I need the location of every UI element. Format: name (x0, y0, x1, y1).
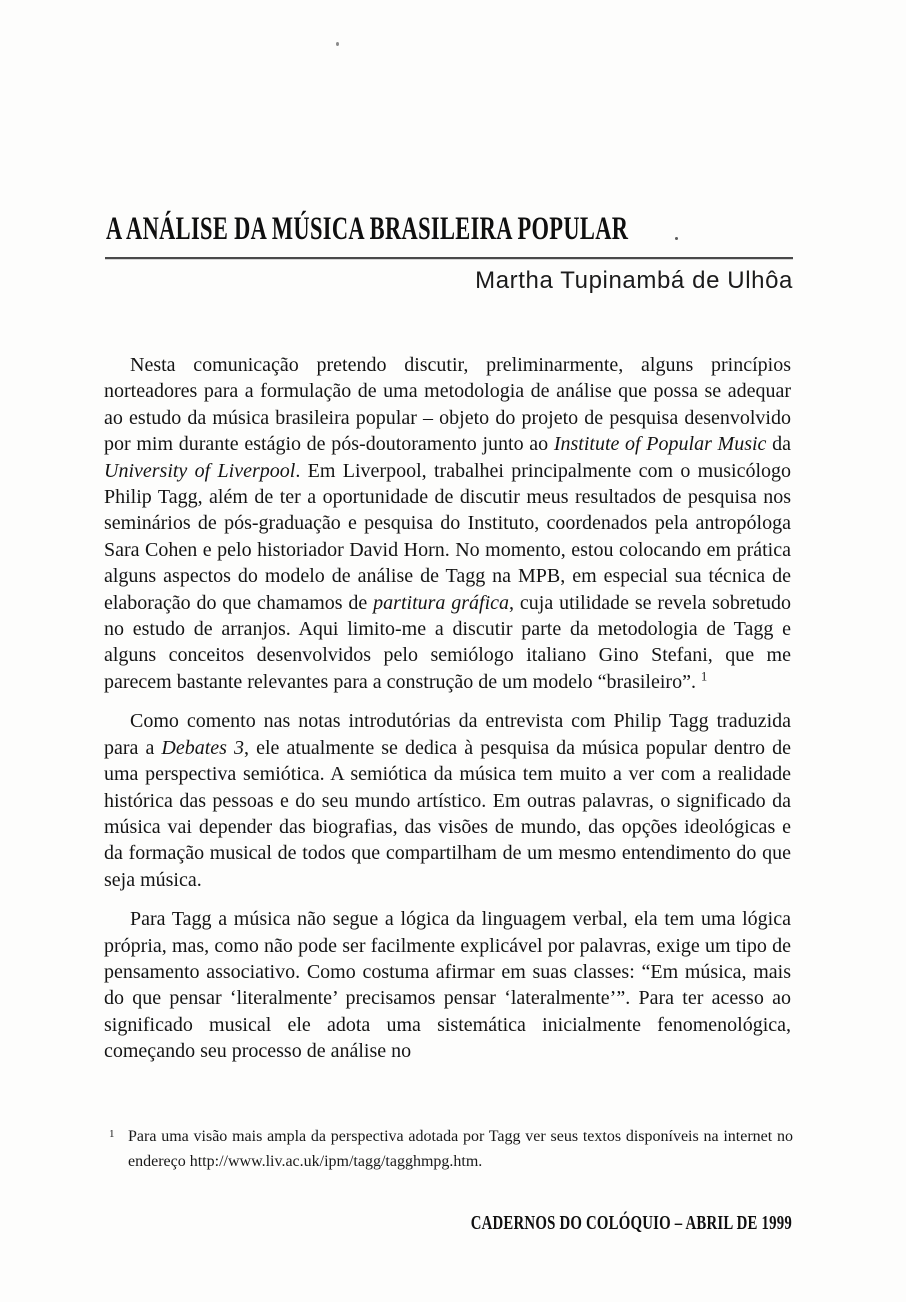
italic-text: University of Liverpool (104, 459, 296, 482)
italic-text: partitura gráfica (373, 591, 510, 614)
footnote-marker: 1 (109, 1128, 115, 1140)
title-divider-rule (105, 257, 793, 259)
paragraph (104, 906, 791, 1064)
body-text-segment: . Em Liverpool, trabalhei principalmente com o musicólogo Philip Tagg, além de ter a oportunidade de discutir meus resultados de pesquisa nos seminários de pós-graduação e pesquisa do Instituto, coordenados pela antropóloga Sara Cohen e pelo historiador David Horn. No momento, estou colocando em prática alguns aspectos do modelo de análise de Tagg na MPB, em especial sua técnica de elaboração do que chamamos de (104, 459, 792, 614)
italic-text: Institute of Popular Music (553, 433, 767, 456)
article-body (104, 352, 791, 1065)
body-text-segment: Para Tagg a música não segue a lógica da linguagem verbal, ela tem uma lógica própria, mas, como não pode ser facilmente explicável por palavras, exige um tipo de pensamento associativo. Como costuma afirmar em suas classes: “Em música, mais do que pensar ‘literalmente’ precisamos pensar ‘lateralmente’”. Para ter acesso ao significado musical ele adota uma sistemática inicialmente fenomenológica, começando seu processo de análise no (104, 908, 791, 1063)
scan-speck (336, 42, 339, 46)
body-text-segment: , ele atualmente se dedica à pesquisa da música popular dentro de uma perspectiva semiótica. A semiótica da música tem muito a ver com a realidade histórica das pessoas e do seu mundo artístico. Em outras palavras, o significado da música vai depender das biografias, das visões de mundo, das opções ideológicas e da formação musical de todos que compartilham de um mesmo entendimento do que seja música. (104, 736, 791, 891)
journal-footer: CADERNOS DO COLÓQUIO – ABRIL DE 1999 (470, 1212, 792, 1234)
italic-text: Debates 3 (161, 736, 245, 759)
footnote (105, 1124, 793, 1174)
article-title: A ANÁLISE DA MÚSICA BRASILEIRA POPULAR (106, 211, 629, 247)
author-name: Martha Tupinambá de Ulhôa (475, 267, 793, 294)
paragraph (104, 352, 791, 695)
footnote-text: Para uma visão mais ampla da perspectiva adotada por Tagg ver seus textos disponíveis na internet no endereço http://www.liv.ac.uk/ipm/tagg/tagghmpg.htm. (128, 1128, 793, 1170)
body-text-segment: Como comento nas notas introdutórias da entrevista com Philip Tagg traduzida para a (104, 710, 791, 759)
paragraph (104, 708, 791, 893)
scan-speck (675, 237, 678, 240)
footnote-reference: 1 (700, 669, 708, 684)
body-text-segment: , cuja utilidade se revela sobretudo no estudo de arranjos. Aqui limito-me a discutir parte da metodologia de Tagg e alguns conceitos desenvolvidos pelo semiólogo italiano Gino Stefani, que me parecem bastante relevantes para a construção de um modelo “brasileiro”. (104, 591, 791, 693)
body-text-segment: da (766, 433, 791, 456)
body-text-segment: Nesta comunicação pretendo discutir, preliminarmente, alguns princípios norteadores para a formulação de uma metodologia de análise que possa se adequar ao estudo da música brasileira popular – objeto do projeto de pesquisa desenvolvido por mim durante estágio de pós-doutoramento junto ao (104, 354, 791, 456)
